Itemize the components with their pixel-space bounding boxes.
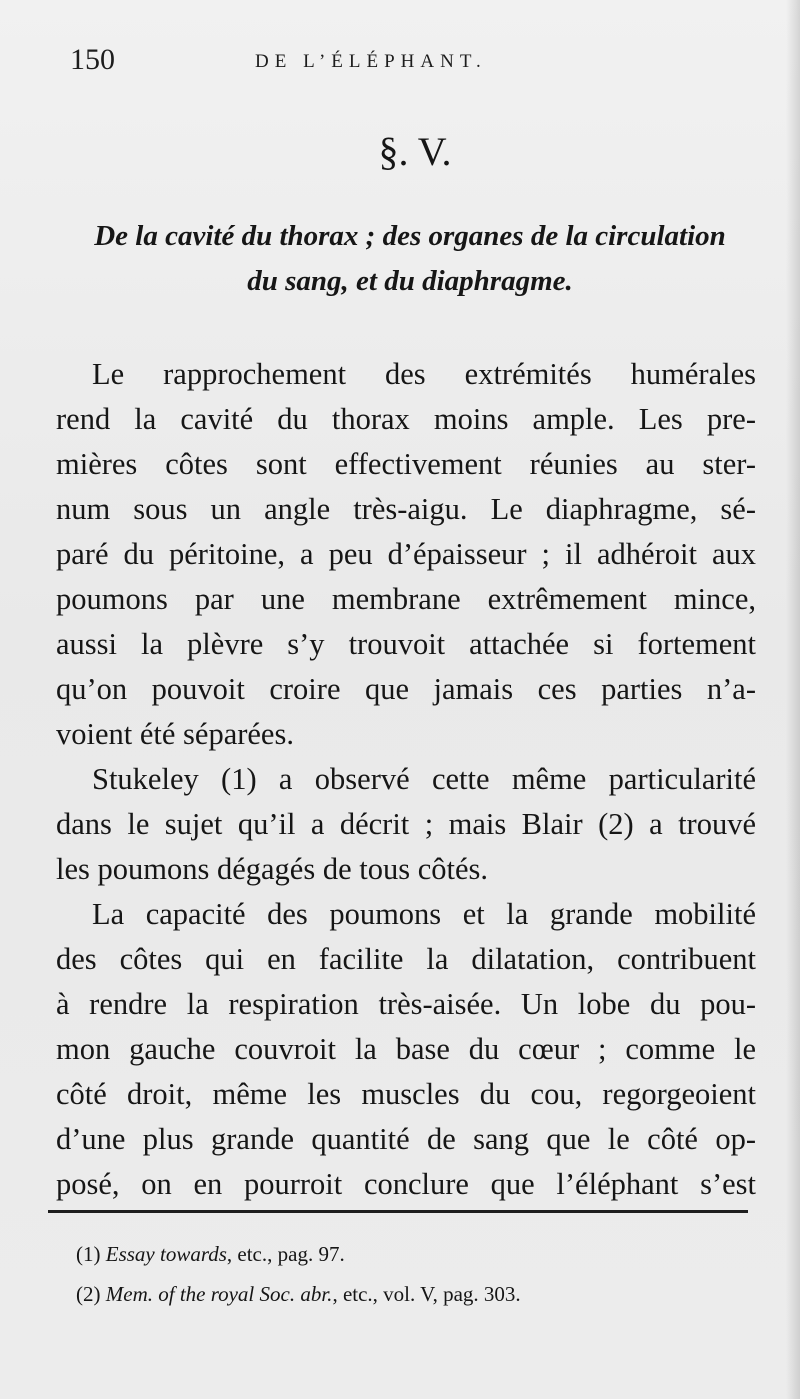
text-line: des côtes qui en facilite la dilatation, contribuent: [56, 942, 756, 976]
text-line: voient été séparées.: [56, 717, 294, 751]
text-line: Le rapprochement des extrémités humérales: [92, 357, 756, 391]
footnote-reference: , etc., vol. V, pag. 303.: [332, 1282, 521, 1306]
text-line: aussi la plèvre s’y trouvoit attachée si fortement: [56, 627, 756, 661]
footnote-marker: (1): [76, 1242, 101, 1266]
text-line: mon gauche couvroit la base du cœur ; comme le: [56, 1032, 756, 1066]
section-title-line: De la cavité du thorax ; des organes de la circulation: [94, 220, 726, 252]
section-number: §. V.: [378, 129, 452, 174]
text-line: qu’on pouvoit croire que jamais ces parties n’a-: [56, 672, 756, 706]
paragraph-3: [56, 892, 756, 1207]
text-line: La capacité des poumons et la grande mobilité: [92, 897, 756, 931]
footnote-work-title: Mem. of the royal Soc. abr.: [105, 1282, 333, 1306]
paragraph-2: [56, 757, 756, 892]
text-line: paré du péritoine, a peu d’épaisseur ; il adhéroit aux: [56, 537, 756, 571]
footnote-rule: [48, 1210, 748, 1213]
body-text: [56, 352, 756, 1207]
text-line: rend la cavité du thorax moins ample. Les pre-: [56, 402, 756, 436]
footnote-1: [76, 1236, 756, 1272]
text-line: dans le sujet qu’il a décrit ; mais Blair (2) a trouvé: [56, 807, 756, 841]
section-title-line: du sang, et du diaphragme.: [247, 265, 573, 297]
text-line: Stukeley (1) a observé cette même particularité: [92, 762, 756, 796]
text-line: num sous un angle très-aigu. Le diaphragme, sé-: [56, 492, 756, 526]
footnote-marker: (2): [76, 1282, 101, 1306]
text-line: les poumons dégagés de tous côtés.: [56, 852, 489, 886]
paragraph-1: [56, 352, 756, 757]
running-head: DE L’ÉLÉPHANT.: [255, 51, 487, 72]
text-line: d’une plus grande quantité de sang que le côté op-: [56, 1122, 756, 1156]
section-title: [60, 214, 760, 304]
text-line: mières côtes sont effectivement réunies au ster-: [56, 447, 756, 481]
text-line: posé, on en pourroit conclure que l’éléphant s’est: [56, 1167, 756, 1201]
text-line: à rendre la respiration très-aisée. Un lobe du pou-: [56, 987, 756, 1021]
page-number: 150: [70, 43, 115, 76]
footnote-work-title: Essay towards: [105, 1242, 227, 1266]
footnotes: [76, 1236, 756, 1312]
footnote-2: [76, 1276, 756, 1312]
page-header: [0, 42, 800, 82]
text-line: poumons par une membrane extrêmement mince,: [56, 582, 756, 616]
footnote-reference: , etc., pag. 97.: [226, 1242, 345, 1266]
text-line: côté droit, même les muscles du cou, regorgeoient: [56, 1077, 756, 1111]
